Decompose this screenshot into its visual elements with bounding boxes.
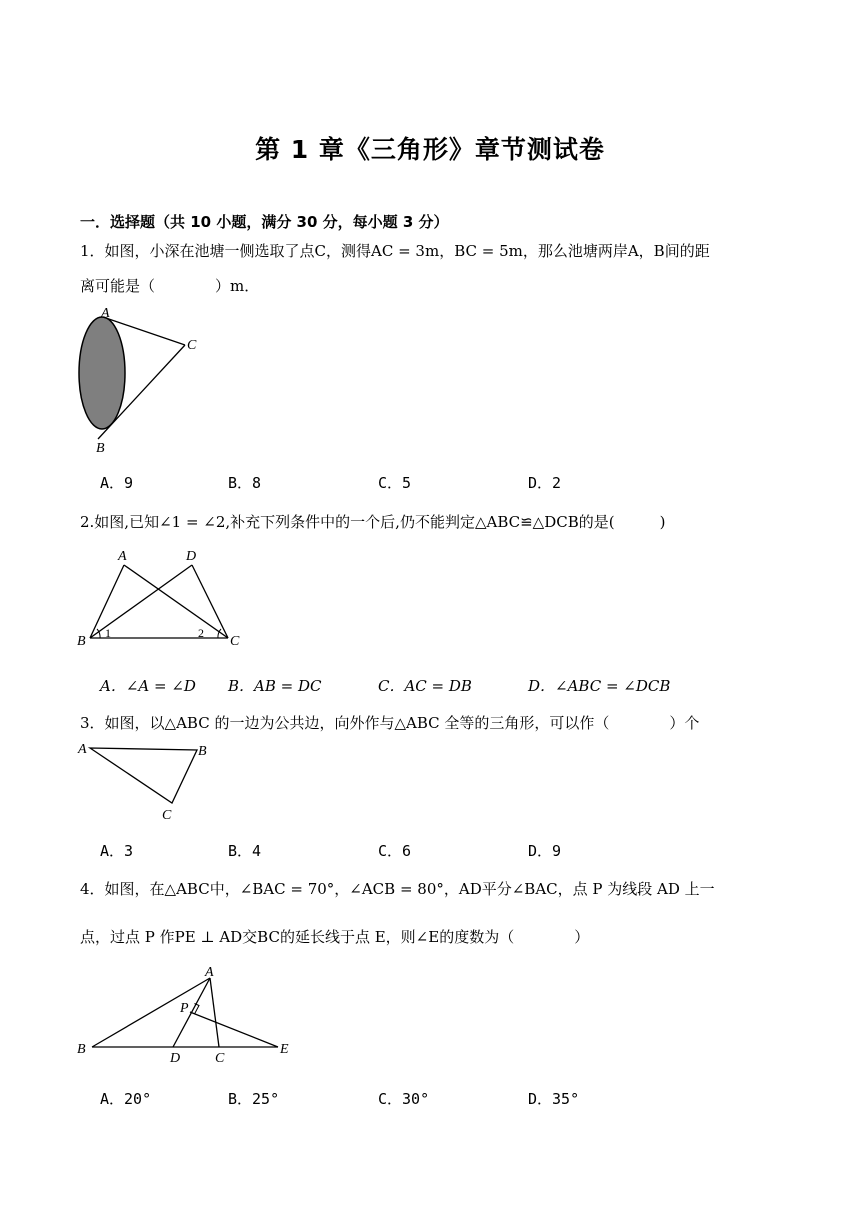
question-3-option-d[interactable]: D．9	[528, 842, 562, 860]
question-3-option-c[interactable]: C．6	[378, 842, 412, 860]
question-4-option-a[interactable]: A．20°	[100, 1090, 152, 1108]
question-2-option-c[interactable]: C．AC = DB	[378, 677, 472, 695]
figure-4-label-d: D	[170, 1051, 181, 1066]
figure-4-label-p: P	[180, 1001, 189, 1016]
section-heading: 一．选择题（共 10 小题，满分 30 分，每小题 3 分）	[80, 213, 449, 231]
figure-2-label-a: A	[118, 549, 127, 564]
question-4-line-2: 点，过点 P 作PE ⊥ AD交BC的延长线于点 E，则∠E的度数为（ ）	[80, 928, 590, 946]
figure-1-label-b: B	[96, 441, 105, 455]
figure-2-label-angle-1: 1	[105, 626, 111, 640]
figure-3-label-b: B	[198, 744, 207, 759]
question-2-option-d[interactable]: D．∠ABC = ∠DCB	[528, 677, 671, 695]
figure-4-label-b: B	[77, 1042, 86, 1057]
question-3-figure	[70, 735, 220, 825]
question-1-option-c[interactable]: C．5	[378, 474, 412, 492]
question-1-option-b[interactable]: B．8	[228, 474, 262, 492]
question-1-figure	[70, 305, 220, 455]
question-3-option-a[interactable]: A．3	[100, 842, 134, 860]
question-2-line-1: 2.如图,已知∠1 = ∠2,补充下列条件中的一个后,仍不能判定△ABC≌△DCB的是( )	[80, 513, 666, 531]
question-2-option-b[interactable]: B．AB = DC	[228, 677, 322, 695]
question-1-line-1: 1．如图，小深在池塘一侧选取了点C，测得AC = 3m，BC = 5m，那么池塘两岸A，B间的距	[80, 242, 710, 260]
figure-1-label-c: C	[187, 338, 197, 353]
figure-3-label-a: A	[78, 742, 87, 757]
figure-1-label-a: A	[101, 306, 110, 321]
question-4-line-1: 4．如图，在△ABC中，∠BAC = 70°，∠ACB = 80°，AD平分∠BAC，点 P 为线段 AD 上一	[80, 880, 715, 898]
figure-2-label-d: D	[186, 549, 197, 564]
question-1-line-2: 离可能是（ ）m．	[80, 277, 260, 295]
page-title: 第 1 章《三角形》章节测试卷	[255, 135, 605, 164]
figure-2-label-b: B	[77, 634, 86, 649]
figure-2-label-c: C	[230, 634, 240, 649]
question-3-line-1: 3．如图，以△ABC 的一边为公共边，向外作与△ABC 全等的三角形，可以作（ ）个	[80, 714, 700, 732]
question-1-option-d[interactable]: D．2	[528, 474, 562, 492]
figure-3-label-c: C	[162, 808, 172, 823]
figure-4-label-c: C	[215, 1051, 225, 1066]
question-3-option-b[interactable]: B．4	[228, 842, 262, 860]
question-4-option-c[interactable]: C．30°	[378, 1090, 430, 1108]
question-2-option-a[interactable]: A．∠A = ∠D	[100, 677, 196, 695]
figure-4-label-a: A	[205, 965, 214, 980]
question-1-option-a[interactable]: A．9	[100, 474, 134, 492]
question-4-figure	[70, 960, 310, 1070]
figure-2-label-angle-2: 2	[198, 626, 204, 640]
question-2-figure	[70, 543, 250, 653]
question-4-option-d[interactable]: D．35°	[528, 1090, 580, 1108]
question-4-option-b[interactable]: B．25°	[228, 1090, 280, 1108]
figure-4-label-e: E	[280, 1042, 289, 1057]
